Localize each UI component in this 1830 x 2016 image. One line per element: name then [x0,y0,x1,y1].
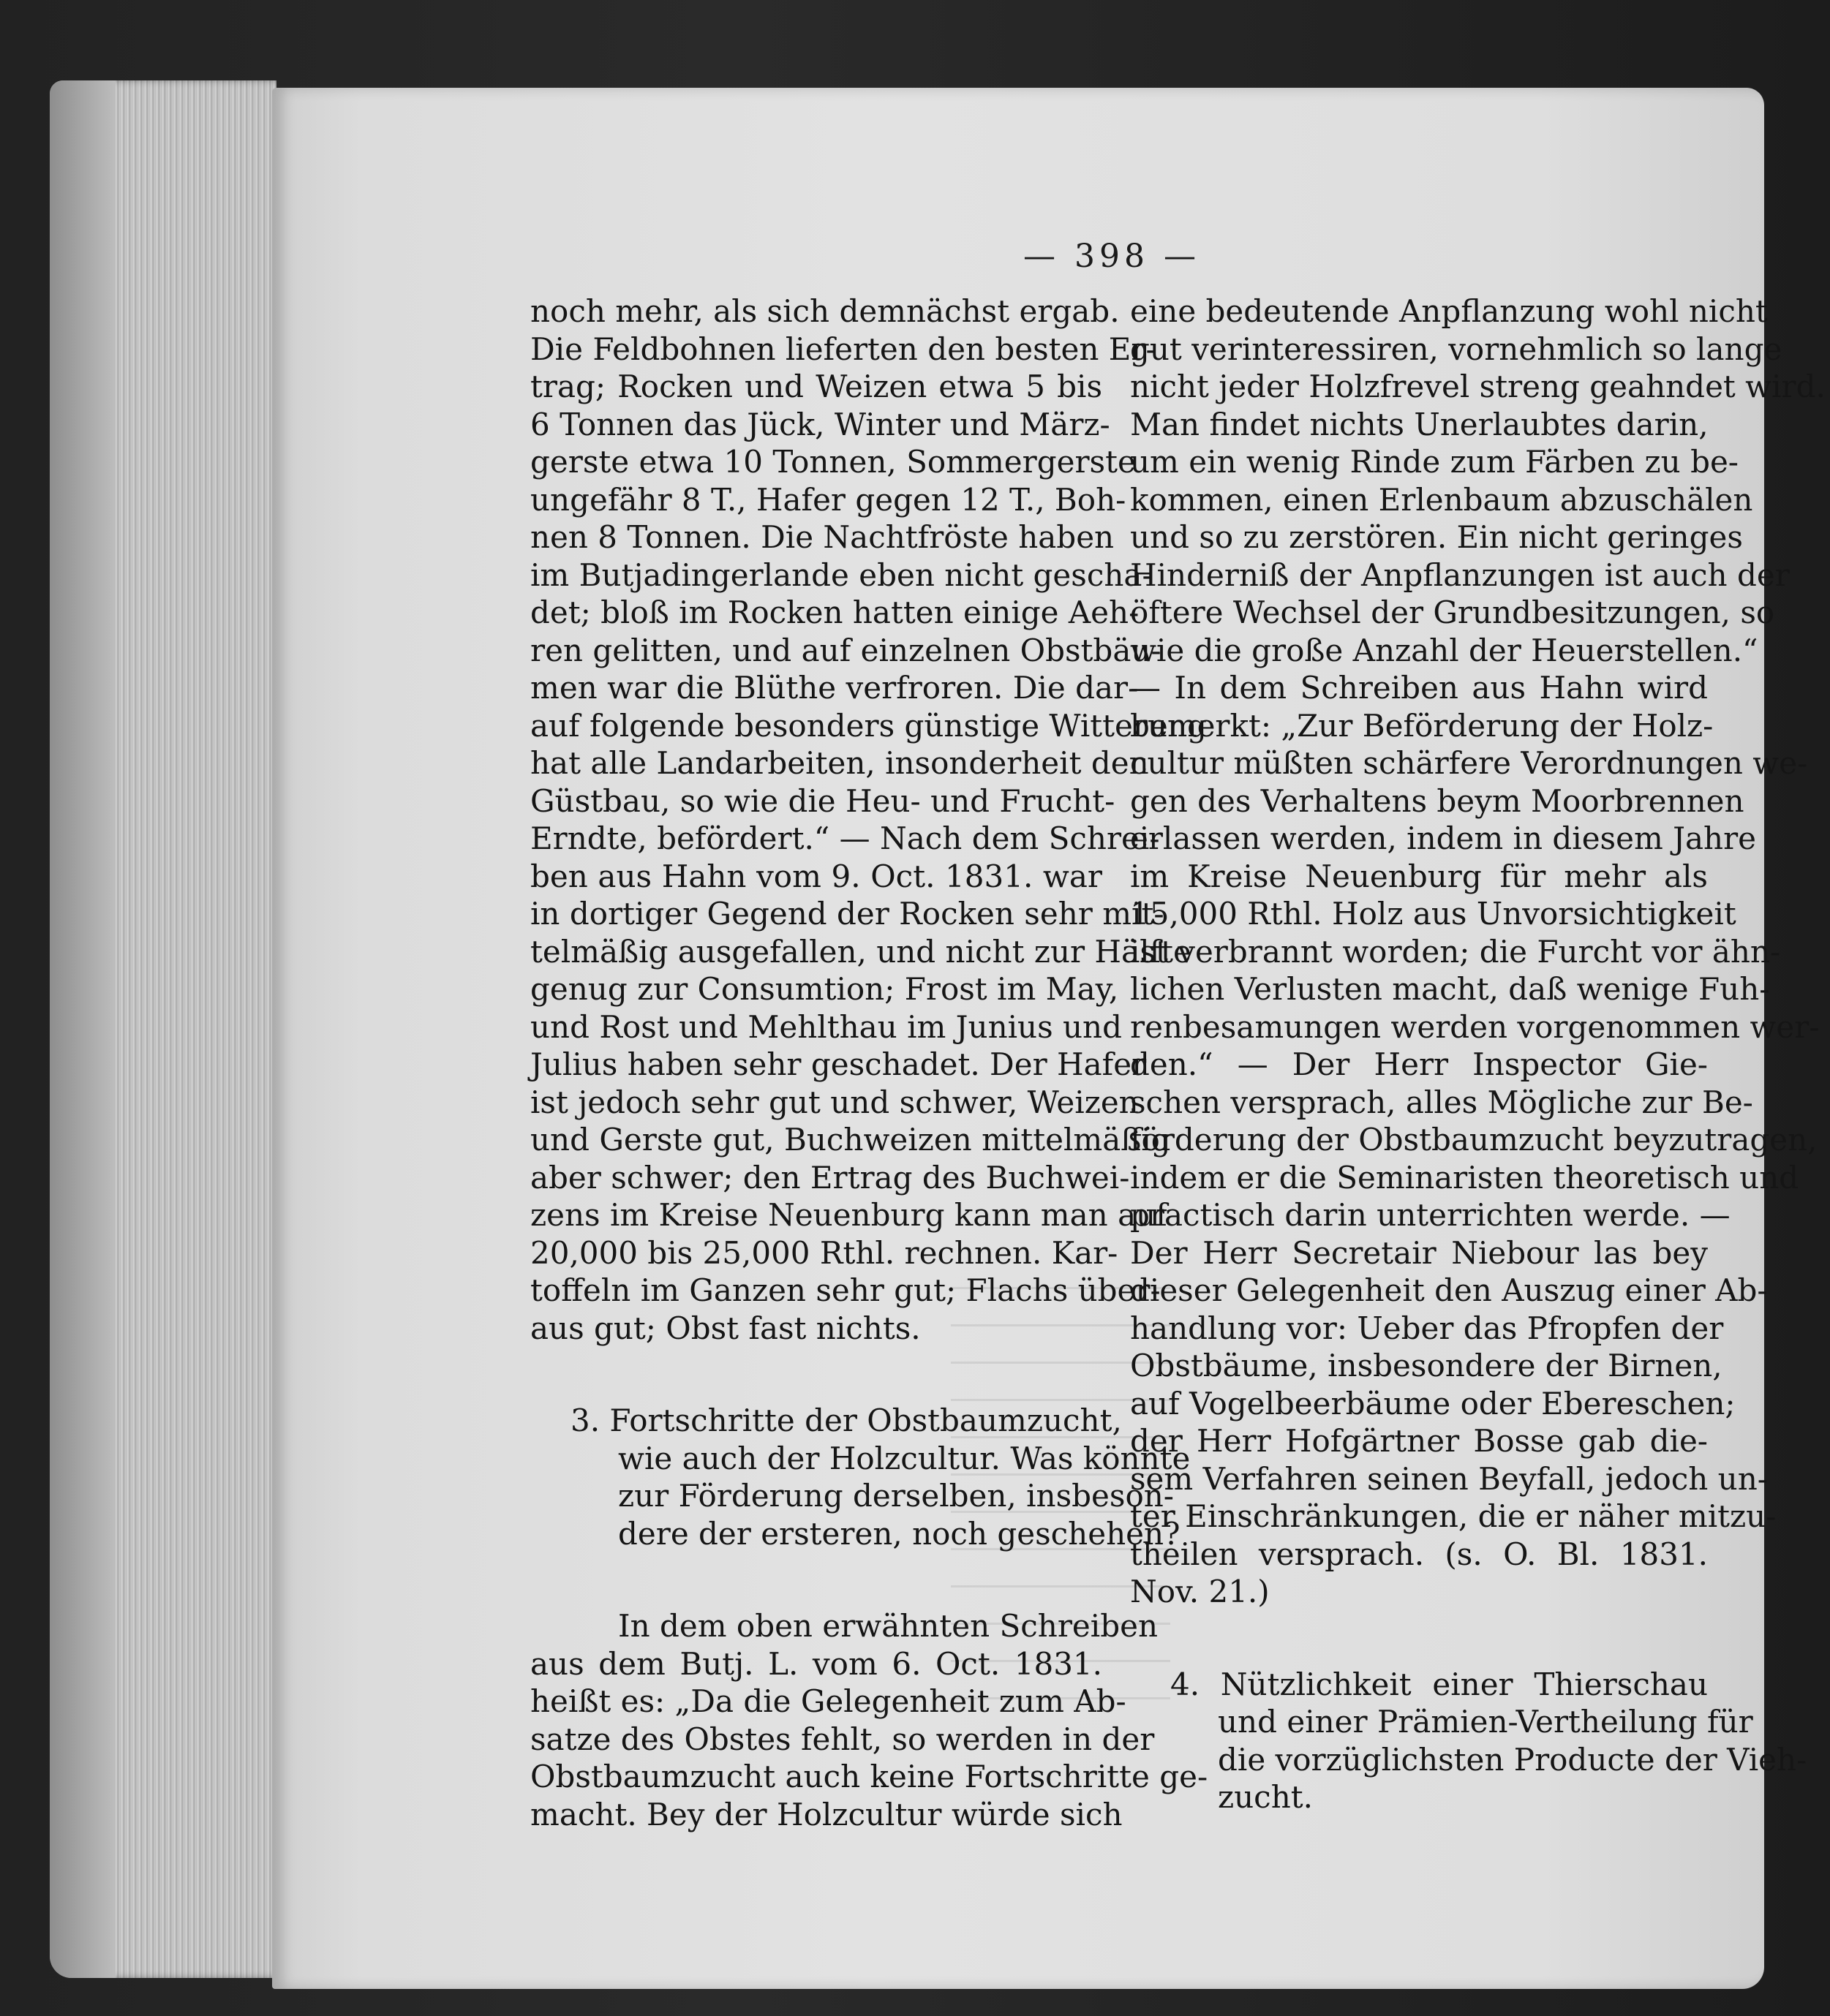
text-line: bemerkt: „Zur Beförderung der Holz- [1130,707,1714,744]
text-line: noch mehr, als sich demnächst ergab. [530,293,1120,329]
text-line: auf Vogelbeerbäume oder Ebereschen; [1130,1385,1736,1422]
heading-line: dere der ersteren, noch geschehen? [618,1515,1181,1552]
text-line: macht. Bey der Holzcultur würde sich [530,1796,1123,1832]
heading-line: 4. Nützlichkeit einer Thierschau [1170,1666,1708,1702]
text-line: im Butjadingerlande eben nicht gescha- [530,556,1153,593]
text-line: der Herr Hofgärtner Bosse gab die- [1130,1423,1708,1459]
text-line: hat alle Landarbeiten, insonderheit den [530,745,1149,781]
text-line: Güstbau, so wie die Heu- und Frucht- [530,782,1115,819]
heading-line: 3. Fortschritte der Obstbaumzucht, [571,1402,1122,1438]
text-line: heißt es: „Da die Gelegenheit zum Ab- [530,1683,1126,1719]
book-spine-edge [50,80,116,1978]
text-line: ist verbrannt worden; die Furcht vor ähn- [1130,933,1781,970]
heading-line: die vorzüglichsten Producte der Vieh- [1218,1741,1807,1778]
text-line: — In dem Schreiben aus Hahn wird [1130,670,1708,706]
text-line: Der Herr Secretair Niebour las bey [1130,1234,1708,1271]
text-line: förderung der Obstbaumzucht beyzutragen, [1130,1122,1818,1158]
text-line: Nov. 21.) [1130,1574,1270,1609]
text-line: dieser Gelegenheit den Auszug einer Ab- [1130,1272,1768,1308]
section-3-heading [530,1402,1191,1552]
text-line: ist jedoch sehr gut und schwer, Weizen [530,1084,1139,1120]
text-line: ter Einschränkungen, die er näher mitzu- [1130,1498,1777,1534]
text-line: Man findet nichts Unerlaubtes darin, [1130,406,1709,442]
heading-line: wie auch der Holzcultur. Was könnte [618,1440,1191,1476]
page-number: — 398 — [1023,238,1200,275]
text-line: genug zur Consumtion; Frost im May, [530,971,1119,1007]
text-line: erlassen werden, indem in diesem Jahre [1130,820,1756,856]
text-line: in dortiger Gegend der Rocken sehr mit- [530,896,1164,932]
section-3-body [530,1607,1208,1833]
text-line: satze des Obstes fehlt, so werden in der [530,1721,1155,1757]
heading-line: und einer Prämien-Vertheilung für [1218,1704,1753,1740]
text-line: ren gelitten, und auf einzelnen Obstbäu- [530,632,1161,668]
right-column [1130,292,1826,1816]
text-line: cultur müßten schärfere Verordnungen we- [1130,745,1808,781]
text-line: ungefähr 8 T., Hafer gegen 12 T., Boh- [530,481,1126,518]
heading-line: zur Förderung derselben, insbeson- [618,1478,1174,1514]
text-line: In dem oben erwähnten Schreiben [618,1608,1158,1644]
text-line: aus dem Butj. L. vom 6. Oct. 1831. [530,1645,1102,1682]
text-line: theilen versprach. (s. O. Bl. 1831. [1130,1536,1708,1572]
text-line: gerste etwa 10 Tonnen, Sommergerste [530,444,1136,480]
text-line: toffeln im Ganzen sehr gut; Flachs über- [530,1272,1161,1308]
text-line: 15,000 Rthl. Holz aus Unvorsichtigkeit [1130,896,1736,932]
text-line: aber schwer; den Ertrag des Buchwei- [530,1159,1130,1196]
text-line: 6 Tonnen das Jück, Winter und März- [530,406,1110,442]
text-line: und Rost und Mehlthau im Junius und [530,1008,1122,1045]
text-line: telmäßig ausgefallen, und nicht zur Hälfte [530,933,1191,970]
text-line: aus gut; Obst fast nichts. [530,1310,921,1346]
text-line: Hinderniß der Anpflanzungen ist auch der [1130,556,1790,593]
heading-line: zucht. [1218,1779,1313,1815]
text-line: den.“ — Der Herr Inspector Gie- [1130,1046,1708,1082]
text-line: handlung vor: Ueber das Pfropfen der [1130,1310,1724,1346]
text-line: Die Feldbohnen lieferten den besten Er- [530,331,1156,367]
text-line: und Gerste gut, Buchweizen mittelmäßig [530,1122,1171,1158]
text-line: sem Verfahren seinen Beyfall, jedoch un- [1130,1460,1768,1497]
text-line: practisch darin unterrichten werde. — [1130,1197,1731,1233]
text-line: det; bloß im Rocken hatten einige Aeh- [530,594,1140,630]
text-line: kommen, einen Erlenbaum abzuschälen [1130,481,1753,518]
text-line: um ein wenig Rinde zum Färben zu be- [1130,444,1739,480]
text-line: Obstbäume, insbesondere der Birnen, [1130,1348,1722,1383]
text-line: wie die große Anzahl der Heuerstellen.“ [1130,632,1758,668]
text-line: gut verinteressiren, vornehmlich so lange [1130,331,1782,367]
text-line: gen des Verhaltens beym Moorbrennen [1130,782,1744,819]
text-line: eine bedeutende Anpflanzung wohl nicht [1130,293,1768,329]
text-line: nen 8 Tonnen. Die Nachtfröste haben [530,519,1115,555]
text-line: Julius haben sehr geschadet. Der Hafer [530,1046,1147,1082]
text-line: ben aus Hahn vom 9. Oct. 1831. war [530,858,1102,894]
text-line: zens im Kreise Neuenburg kann man auf [530,1197,1167,1233]
text-line: Erndte, befördert.“ — Nach dem Schrei- [530,820,1160,856]
text-line: und so zu zerstören. Ein nicht geringes [1130,519,1743,555]
section-4-heading [1130,1666,1807,1816]
text-line: im Kreise Neuenburg für mehr als [1130,858,1708,894]
text-line: öftere Wechsel der Grundbesitzungen, so [1130,594,1775,630]
text-line: lichen Verlusten macht, daß wenige Fuh- [1130,971,1770,1007]
text-line: Obstbaumzucht auch keine Fortschritte ge- [530,1759,1208,1794]
text-line: schen versprach, alles Mögliche zur Be- [1130,1084,1753,1120]
text-line: renbesamungen werden vorgenommen wer- [1130,1008,1820,1045]
text-line: trag; Rocken und Weizen etwa 5 bis [530,369,1102,404]
paragraph-gap [530,1552,1102,1607]
text-line: men war die Blüthe verfroren. Die dar- [530,670,1139,706]
text-line: nicht jeder Holzfrevel streng geahndet wird. [1130,369,1826,404]
text-line: indem er die Seminaristen theoretisch und [1130,1159,1799,1196]
text-line: 20,000 bis 25,000 Rthl. rechnen. Kar- [530,1234,1118,1271]
text-line: auf folgende besonders günstige Witterung [530,707,1207,744]
paragraph-gap [1130,1611,1708,1666]
paragraph-gap [530,1347,1102,1402]
